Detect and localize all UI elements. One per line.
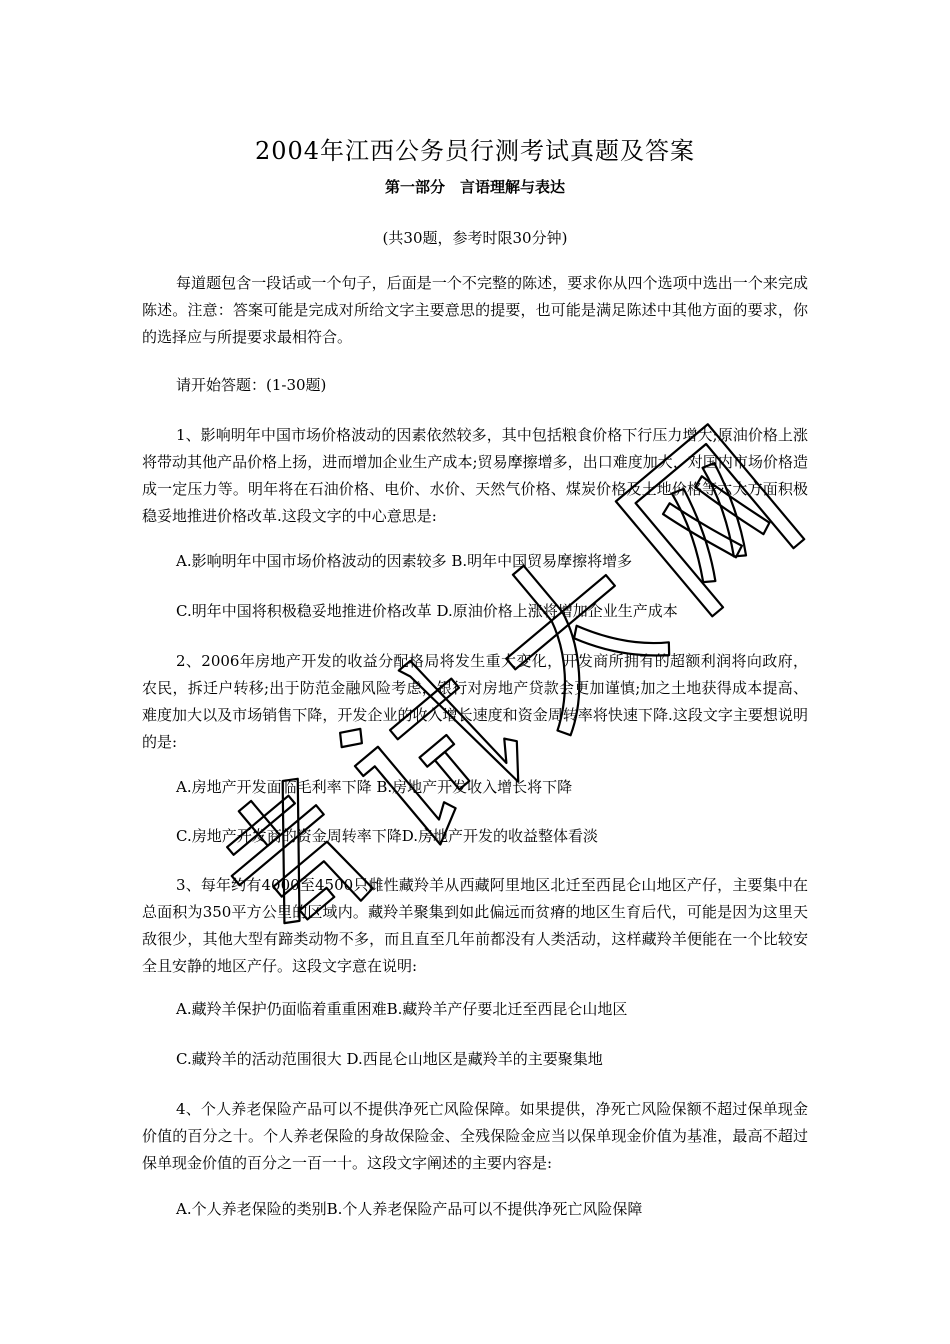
time-limit-note: (共30题，参考时限30分钟) [382,229,568,247]
question-1-text: 1、影响明年中国市场价格波动的因素依然较多，其中包括粮食价格下行压力增大;原油价格上涨将带动其他产品价格上扬，进而增加企业生产成本;贸易摩擦增多，出口难度加大，对国内市场价格造成一定压力等。明年将在石油价格、电价、水价、天然气价格、煤炭价格及土地价格等六大方面积极稳妥地推进价格改革.这段文字的中心意思是: [142,426,808,525]
question-2-options-ab: A.房地产开发面临毛利率下降 B.房地产开发收入增长将下降 [176,778,573,796]
question-1-options-ab: A.影响明年中国市场价格波动的因素较多 B.明年中国贸易摩擦将增多 [176,552,633,570]
question-3-text: 3、每年约有4000至4500只雌性藏羚羊从西藏阿里地区北迁至西昆仑山地区产仔，主要集中在总面积为350平方公里的区域内。藏羚羊聚集到如此偏远而贫瘠的地区生育后代，可能是因为这里天敌很少，其他大型有蹄类动物不多，而且直至几年前都没有人类活动，这样藏羚羊便能在一个比较安全且安静的地区产仔。这段文字意在说明: [142,876,808,975]
question-4-text: 4、个人养老保险产品可以不提供净死亡风险保障。如果提供，净死亡风险保额不超过保单现金价值的百分之十。个人养老保险的身故保险金、全残保险金应当以保单现金价值为基准，最高不超过保单现金价值的百分之一百一十。这段文字阐述的主要内容是: [142,1100,808,1172]
question-2-options-cd: C.房地产开发商的资金周转率下降D.房地产开发的收益整体看淡 [176,827,598,845]
question-3-options-ab: A.藏羚羊保护仍面临着重重困难B.藏羚羊产仔要北迁至西昆仑山地区 [176,1000,628,1018]
question-3-options-cd: C.藏羚羊的活动范围很大 D.西昆仑山地区是藏羚羊的主要聚集地 [176,1050,603,1068]
question-1-options-cd: C.明年中国将积极稳妥地推进价格改革 D.原油价格上涨将增加企业生产成本 [176,602,678,620]
section-heading: 第一部分 言语理解与表达 [384,178,565,196]
page-title: 2004年江西公务员行测考试真题及答案 [254,137,696,165]
instructions-paragraph: 每道题包含一段话或一个句子，后面是一个不完整的陈述，要求你从四个选项中选出一个来完成陈述。注意：答案可能是完成对所给文字主要意思的提要，也可能是满足陈述中其他方面的要求，你的选择应与所提要求最相符合。 [142,274,808,346]
start-prompt: 请开始答题：(1-30题) [176,376,327,394]
question-2-text: 2、2006年房地产开发的收益分配格局将发生重大变化，开发商所拥有的超额利润将向政府，农民，拆迁户转移;出于防范金融风险考虑，银行对房地产贷款会更加谨慎;加之土地获得成本提高、难度加大以及市场销售下降，开发企业的收入增长速度和资金周转率将快速下降.这段文字主要想说明的是: [142,652,808,751]
question-4-options-ab: A.个人养老保险的类别B.个人养老保险产品可以不提供净死亡风险保障 [176,1200,643,1218]
